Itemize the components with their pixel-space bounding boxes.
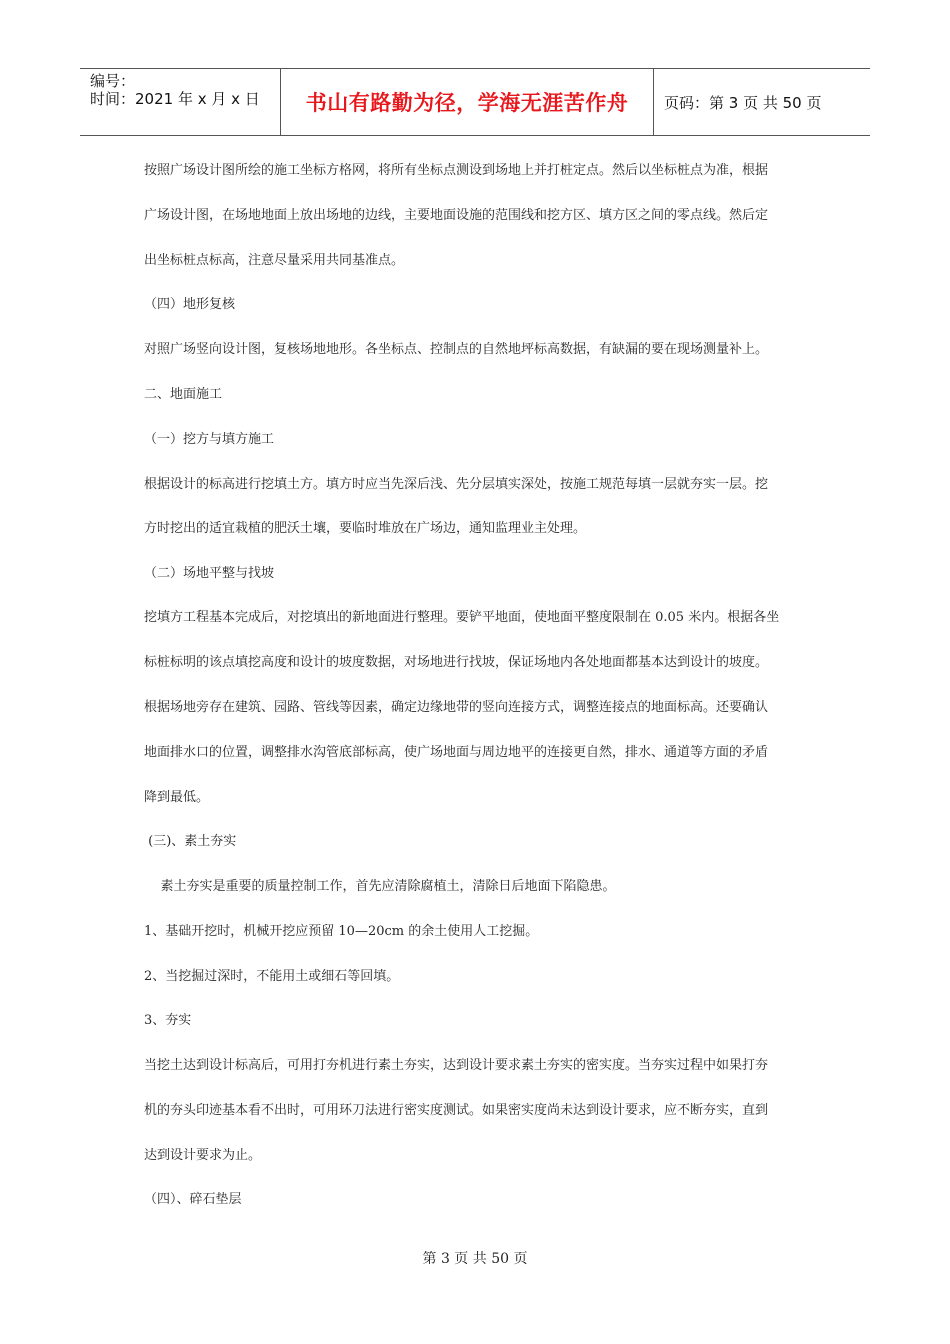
body-line: 广场设计图，在场地地面上放出场地的边线，主要地面设施的范围线和挖方区、填方区之间的零点线。然后定 xyxy=(144,208,769,223)
section-heading: （一）挖方与填方施工 xyxy=(144,432,275,447)
list-item: 3、夯实 xyxy=(144,1013,192,1028)
body-line: 降到最低。 xyxy=(144,790,210,805)
section-heading: （二）场地平整与找坡 xyxy=(144,566,275,581)
body-line: 根据场地旁存在建筑、园路、管线等因素，确定边缘地带的竖向连接方式，调整连接点的地面标高。还要确认 xyxy=(144,700,769,715)
body-line: 方时挖出的适宜栽植的肥沃土壤，要临时堆放在广场边，通知监理业主处理。 xyxy=(144,521,587,536)
body-line: 地面排水口的位置，调整排水沟管底部标高，使广场地面与周边地平的连接更自然，排水、通道等方面的矛盾 xyxy=(144,745,769,760)
body-line: 挖填方工程基本完成后，对挖填出的新地面进行整理。要铲平地面，使地面平整度限制在 0.05 米内。根据各坐 xyxy=(144,610,780,625)
section-heading: 二、地面施工 xyxy=(144,387,223,402)
body-line: 出坐标桩点标高，注意尽量采用共同基准点。 xyxy=(144,253,405,268)
body-line: 根据设计的标高进行挖填土方。填方时应当先深后浅、先分层填实深处，按施工规范每填一层就夯实一层。挖 xyxy=(144,477,769,492)
header-motto: 书山有路勤为径，学海无涯苦作舟 xyxy=(281,69,654,135)
header-page-number: 页码：第 3 页 共 50 页 xyxy=(664,93,822,112)
page-footer: 第 3 页 共 50 页 xyxy=(422,1251,528,1267)
document-number-label: 编号： xyxy=(90,72,136,90)
header-meta-cell xyxy=(80,69,281,135)
list-item: 2、当挖掘过深时，不能用土或细石等回填。 xyxy=(144,969,400,984)
body-line: 标桩标明的该点填挖高度和设计的坡度数据，对场地进行找坡，保证场地内各处地面都基本达到设计的坡度。 xyxy=(144,655,769,670)
body-line: 当挖土达到设计标高后，可用打夯机进行素土夯实，达到设计要求素土夯实的密实度。当夯实过程中如果打夯 xyxy=(144,1058,769,1073)
body-line: 素土夯实是重要的质量控制工作，首先应清除腐植土，清除日后地面下陷隐患。 xyxy=(144,879,616,894)
section-heading: （四）、碎石垫层 xyxy=(144,1192,242,1207)
document-date-label: 时间：2021 年 x 月 x 日 xyxy=(90,90,260,108)
document-header xyxy=(80,68,870,136)
body-line: 对照广场竖向设计图，复核场地地形。各坐标点、控制点的自然地坪标高数据，有缺漏的要在现场测量补上。 xyxy=(144,342,769,357)
section-heading: (三)、素土夯实 xyxy=(144,834,237,849)
body-line: 达到设计要求为止。 xyxy=(144,1148,262,1163)
section-heading: （四）地形复核 xyxy=(144,297,236,312)
body-line: 按照广场设计图所绘的施工坐标方格网，将所有坐标点测设到场地上并打桩定点。然后以坐标桩点为准，根据 xyxy=(144,163,769,178)
list-item: 1、基础开挖时，机械开挖应预留 10—20cm 的余土使用人工挖掘。 xyxy=(144,924,539,939)
body-line: 机的夯头印迹基本看不出时，可用环刀法进行密实度测试。如果密实度尚未达到设计要求，应不断夯实，直到 xyxy=(144,1103,769,1118)
